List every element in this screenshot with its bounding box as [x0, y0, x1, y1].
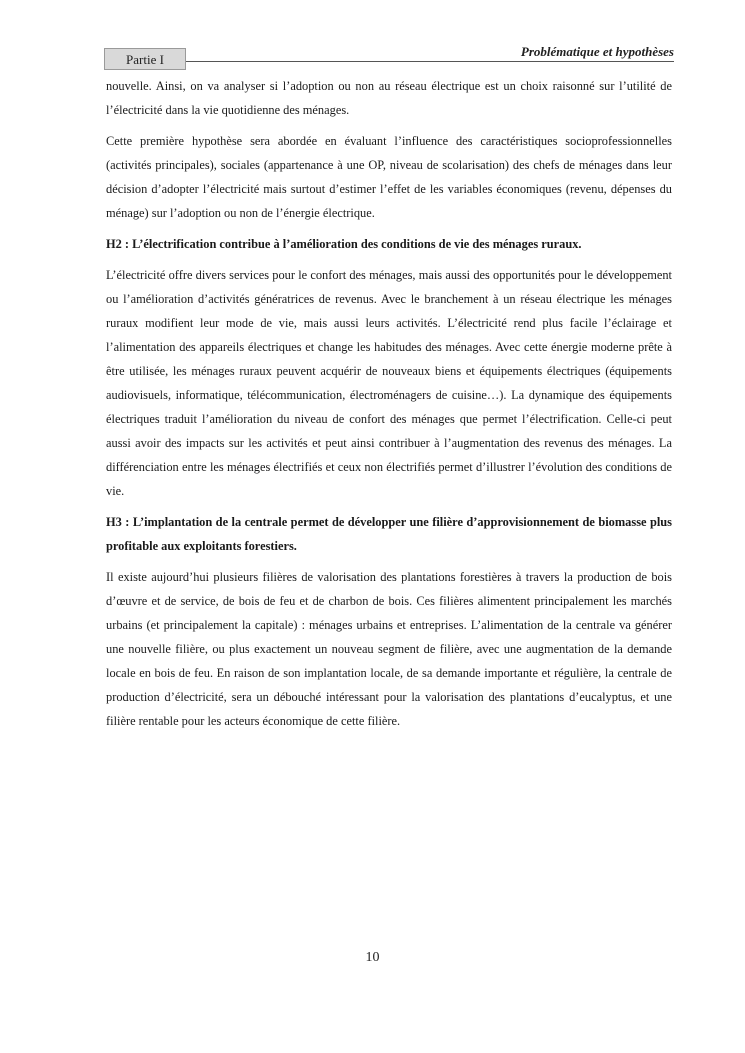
- part-label: Partie I: [104, 48, 186, 70]
- page-header: [104, 44, 674, 72]
- hypothesis-h2-heading: H2 : L’électrification contribue à l’amélioration des conditions de vie des ménages ruraux.: [106, 237, 582, 251]
- hypothesis-h3-heading: H3 : L’implantation de la centrale permet de développer une filière d’approvisionnement de biomasse plus profitable aux exploitants forestiers.: [106, 515, 672, 553]
- header-rule: [186, 61, 674, 62]
- paragraph-first-hypothesis: Cette première hypothèse sera abordée en évaluant l’influence des caractéristiques socioprofessionnelles (activités principales), sociales (appartenance à une OP, niveau de scolarisation) des chefs de ménages dans leur décision d’adopter l’électricité mais surtout d’estimer l’effet de les variables économiques (revenu, dépenses du ménage) sur l’adoption ou non de l’énergie électrique.: [106, 134, 672, 220]
- paragraph-intro-continuation: nouvelle. Ainsi, on va analyser si l’adoption ou non au réseau électrique est un choix raisonné sur l’utilité de l’électricité dans la vie quotidienne des ménages.: [106, 79, 672, 117]
- page-body: [106, 74, 672, 740]
- page-number: 10: [365, 950, 380, 965]
- paragraph-biomass-supply: Il existe aujourd’hui plusieurs filières de valorisation des plantations forestières à travers la production de bois d’œuvre et de service, de bois de feu et de charbon de bois. Ces filières alimentent principalement les marchés urbains (et principalement la capitale) : ménages urbains et entreprises. L’alimentation de la centrale va générer une nouvelle filière, ou plus exactement un nouveau segment de filière, avec une augmentation de la demande locale en bois de feu. En raison de son implantation locale, de sa demande importante et régulière, la centrale de production d’électricité, sera un débouché intéressant pour la valorisation des plantations d’eucalyptus, et une filière rentable pour les acteurs économique de cette filière.: [106, 570, 672, 728]
- paragraph-electricity-services: L’électricité offre divers services pour le confort des ménages, mais aussi des opportunités pour le développement ou l’amélioration d’activités génératrices de revenus. Avec le branchement à un réseau électrique les ménages ruraux modifient leur mode de vie, mais aussi leurs activités. L’électricité rend plus facile l’éclairage et l’alimentation des appareils électriques et change les habitudes des ménages. Avec cette énergie moderne prête à être utilisée, les ménages ruraux peuvent acquérir de nouveaux biens et équipements électriques (équipements audiovisuels, informatique, télécommunication, électroménagers de cuisine…). La dynamique des équipements électriques traduit l’amélioration du niveau de confort des ménages que permet l’électrification. Celle-ci peut aussi avoir des impacts sur les activités et peut ainsi contribuer à l’augmentation des revenus des ménages. La différenciation entre les ménages électrifiés et ceux non électrifiés permet d’illustrer l’évolution des conditions de vie.: [106, 268, 672, 498]
- header-title: Problématique et hypothèses: [520, 44, 674, 59]
